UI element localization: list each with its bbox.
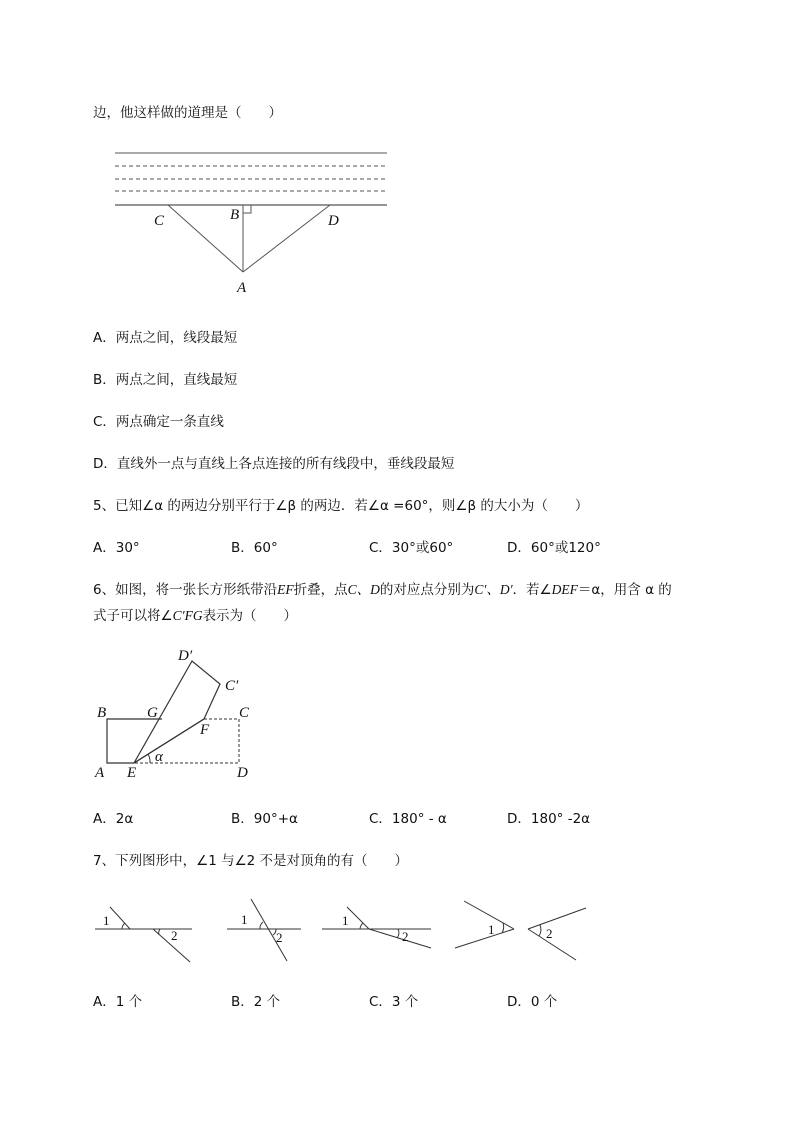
q4-option-a: A．两点之间，线段最短 — [93, 330, 238, 346]
q6-label-E: E — [127, 765, 137, 781]
q4-label-D: D — [328, 213, 339, 229]
q6-cd-prime: C′、D′ — [474, 582, 513, 597]
q7-stem: 7、下列图形中，∠1 与∠2 不是对顶角的有（ ） — [93, 853, 409, 869]
q5-option-b: B．60° — [231, 540, 278, 556]
q7-fig1-angle1: 1 — [103, 913, 110, 928]
q6-stem-text: 6、如图，将一张长方形纸带沿 — [93, 582, 278, 598]
q7-fig3-angle2: 2 — [402, 929, 409, 944]
q6-cfg: C′FG — [172, 608, 203, 623]
q5-stem: 5、已知∠α 的两边分别平行于∠β 的两边．若∠α =60°，则∠β 的大小为（ ） — [93, 498, 589, 514]
q6-stem-text: 折叠，点 — [293, 582, 348, 598]
q6-label-F: F — [200, 722, 210, 738]
q6-label-Dprime: D′ — [178, 648, 193, 664]
q6-option-b: B．90°+α — [231, 811, 298, 827]
q7-option-c: C．3 个 — [369, 994, 419, 1010]
q5-option-d: D．60°或120° — [507, 540, 601, 556]
q6-label-D: D — [237, 765, 248, 781]
q5-option-a: A．30° — [93, 540, 140, 556]
q6-label-B: B — [97, 705, 107, 721]
q4-label-A: A — [237, 280, 247, 296]
q6-cd: C、D — [347, 582, 380, 597]
q7-fig3-angle1: 1 — [342, 913, 349, 928]
q4-option-b: B．两点之间，直线最短 — [93, 372, 238, 388]
q4-intro: 边，他这样做的道理是（ ） — [93, 105, 282, 121]
q6-option-a: A．2α — [93, 811, 134, 827]
q4-option-c: C．两点确定一条直线 — [93, 414, 224, 430]
q7-fig4-angle1: 1 — [488, 922, 495, 937]
q7-option-d: D．0 个 — [507, 994, 558, 1010]
q7-fig1-angle2: 2 — [171, 928, 178, 943]
q6-label-G: G — [147, 705, 158, 721]
q6-option-d: D．180° -2α — [507, 811, 591, 827]
q6-stem-text: ．若∠ — [512, 582, 552, 598]
q6-label-Cprime: C′ — [225, 678, 239, 694]
q6-def: DEF — [551, 582, 578, 597]
q6-option-c: C．180° - α — [369, 811, 447, 827]
q5-option-c: C．30°或60° — [369, 540, 454, 556]
q6-stem-text: ＝α，用含 α 的 — [577, 582, 672, 598]
q6-stem-text: 表示为（ ） — [202, 608, 298, 624]
q6-ef: EF — [277, 582, 294, 597]
q7-option-b: B．2 个 — [231, 994, 281, 1010]
q7-fig2-angle2: 2 — [276, 930, 283, 945]
q6-stem-text: 的对应点分别为 — [379, 582, 475, 598]
q6-stem-text: 式子可以将∠ — [93, 608, 173, 624]
q4-label-C: C — [154, 213, 165, 229]
q7-option-a: A．1 个 — [93, 994, 143, 1010]
q7-fig4-angle2: 2 — [546, 926, 553, 941]
q6-label-A: A — [95, 765, 105, 781]
q6-label-alpha: α — [155, 749, 163, 765]
q7-fig2-angle1: 1 — [241, 912, 248, 927]
q6-label-C: C — [239, 705, 250, 721]
q4-option-d: D．直线外一点与直线上各点连接的所有线段中，垂线段最短 — [93, 456, 455, 472]
q4-label-B: B — [230, 207, 240, 223]
